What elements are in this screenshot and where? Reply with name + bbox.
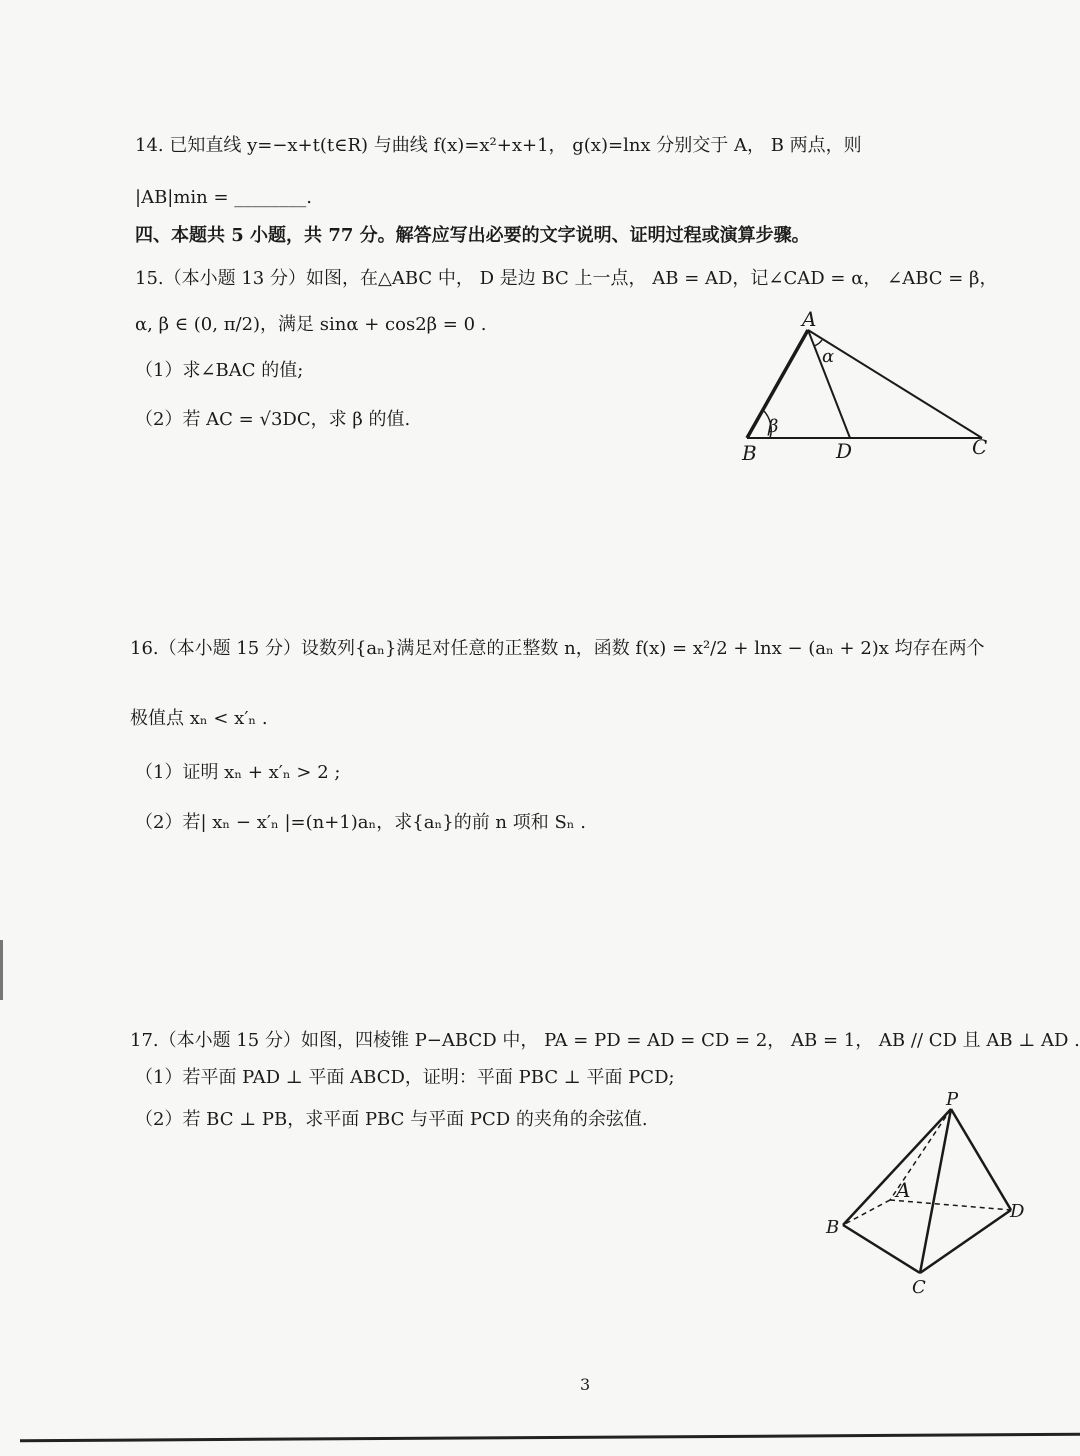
q16-part1: （1）证明 xₙ + x′ₙ > 2 ;: [135, 762, 341, 783]
q15-part2: （2）若 AC = √3DC，求 β 的值.: [135, 409, 411, 430]
page-number: 3: [580, 1375, 591, 1394]
q15-label-D: D: [836, 439, 853, 463]
q15-label-B: B: [742, 441, 757, 465]
q15-line1: 15.（本小题 13 分）如图，在△ABC 中， D 是边 BC 上一点， AB = AD，记∠CAD = α， ∠ABC = β，: [135, 268, 998, 289]
q17-line1: 17.（本小题 15 分）如图，四棱锥 P−ABCD 中， PA = PD = AD = CD = 2， AB = 1， AB // CD 且 AB ⊥ AD .: [130, 1030, 1080, 1051]
q17-part1: （1）若平面 PAD ⊥ 平面 ABCD，证明：平面 PBC ⊥ 平面 PCD;: [135, 1067, 675, 1088]
q17-label-A: A: [896, 1178, 911, 1202]
q15-triangle-figure: [730, 310, 1010, 470]
q17-label-D: D: [1010, 1201, 1025, 1222]
q16-line1: 16.（本小题 15 分）设数列{aₙ}满足对任意的正整数 n，函数 f(x) = x²/2 + lnx − (aₙ + 2)x 均存在两个: [130, 638, 985, 659]
q17-edge-AB-hidden: [843, 1200, 890, 1225]
q17-pyramid-figure: [818, 1085, 1038, 1300]
q17-label-P: P: [946, 1089, 959, 1110]
q16-line2: 极值点 xₙ < x′ₙ .: [130, 708, 268, 729]
q17-edge-PB: [843, 1109, 951, 1225]
q17-edge-CD: [920, 1210, 1011, 1273]
q14-line1: 14. 已知直线 y=−x+t(t∈R) 与曲线 f(x)=x²+x+1， g(x)=lnx 分别交于 A， B 两点，则: [135, 135, 862, 156]
q17-edge-PC: [920, 1109, 951, 1273]
q17-label-B: B: [826, 1217, 840, 1238]
q15-line2: α, β ∈ (0, π/2)，满足 sinα + cos2β = 0 .: [135, 314, 487, 335]
q17-edge-PD: [951, 1109, 1011, 1210]
section4-heading: 四、本题共 5 小题，共 77 分。解答应写出必要的文字说明、证明过程或演算步骤。: [135, 225, 810, 246]
q15-part1: （1）求∠BAC 的值;: [135, 360, 304, 381]
q15-label-beta: β: [768, 416, 779, 437]
q17-label-C: C: [912, 1277, 926, 1298]
bottom-rule: [20, 1433, 1080, 1442]
q15-angle-alpha-arc: [814, 340, 822, 346]
q15-label-C: C: [972, 435, 988, 459]
q15-label-alpha: α: [822, 346, 835, 367]
q17-part2: （2）若 BC ⊥ PB，求平面 PBC 与平面 PCD 的夹角的余弦值.: [135, 1109, 648, 1130]
q15-label-A: A: [802, 310, 817, 331]
q14-line2: |AB|min = ________.: [135, 187, 313, 208]
q17-edge-BC: [843, 1225, 920, 1273]
left-scan-mark: [0, 940, 3, 1000]
q16-part2: （2）若| xₙ − x′ₙ |=(n+1)aₙ，求{aₙ}的前 n 项和 Sₙ .: [135, 812, 587, 833]
